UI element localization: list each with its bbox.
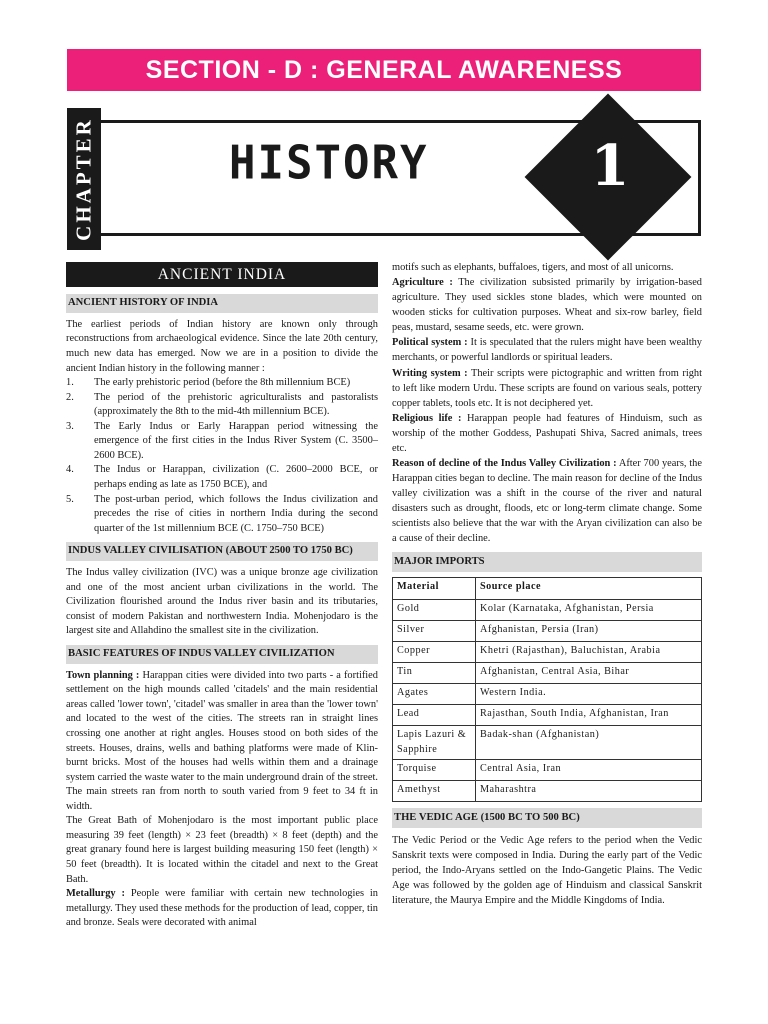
list-item: [66, 493, 378, 537]
great-bath-paragraph: The Great Bath of Mohenjodaro is the most important public place measuring 39 feet (length) × 23 feet (breadth) × 8 feet (depth) and the great granary found here is largest building measuring 150 feet (length) × 50 feet (breadth). It is located within the citadel and next to the Great Bath.: [66, 815, 378, 885]
town-planning-label: Town planning :: [66, 669, 140, 681]
decline-text: After 700 years, the Harappan cities began to decline. The main reason for decline of the Indus valley civilization was a shift in the course of the river and natural disasters such as drought, floods, etc or long-term climate change. Some scientists also believe that the war with the Aryan civilization can also be a cause of their decline.: [392, 458, 702, 545]
writing-label: Writing system :: [392, 367, 468, 379]
table-cell: Tin: [393, 662, 476, 683]
metallurgy-label: Metallurgy :: [66, 888, 125, 900]
table-cell: Rajasthan, South India, Afghanistan, Iran: [476, 704, 702, 725]
list-text: The early prehistoric period (before the 8th millennium BCE): [94, 377, 351, 389]
table-cell: Afghanistan, Central Asia, Bihar: [476, 662, 702, 683]
table-cell: Lead: [393, 704, 476, 725]
decline-label: Reason of decline of the Indus Valley Civilization :: [392, 458, 617, 470]
table-header: Source place: [476, 577, 702, 599]
table-row: [393, 599, 702, 620]
religious-paragraph: [392, 411, 702, 456]
table-cell: Lapis Lazuri & Sapphire: [393, 725, 476, 760]
metallurgy-paragraph: [66, 887, 378, 931]
table-cell: Torquise: [393, 760, 476, 781]
table-cell: Khetri (Rajasthan), Baluchistan, Arabia: [476, 641, 702, 662]
list-number: 3.: [66, 420, 74, 432]
table-row: [393, 662, 702, 683]
table-cell: Amethyst: [393, 781, 476, 802]
list-number: 1.: [66, 377, 74, 389]
decline-paragraph: [392, 456, 702, 546]
table-row: [393, 683, 702, 704]
list-text: The Indus or Harappan, civilization (C. 2600–2000 BCE, or perhaps ending as late as 1750 BCE), and: [94, 464, 378, 491]
subheading-ancient-history: ANCIENT HISTORY OF INDIA: [66, 294, 378, 313]
town-planning-paragraph: [66, 669, 378, 815]
continued-paragraph: motifs such as elephants, buffaloes, tigers, and most of all unicorns.: [392, 262, 674, 273]
religious-text: Harappan people had features of Hinduism, such as worship of the mother Goddess, Pashupati Shiva, Sacred animals, trees etc.: [392, 412, 702, 454]
table-row: [393, 781, 702, 802]
writing-text: Their scripts were pictographic and written from right to left like modern Urdu. These scripts are found on various seals, pottery copper tablets, tools etc. It is not deciphered yet.: [392, 367, 702, 409]
table-row: [393, 725, 702, 760]
list-item: [66, 420, 378, 464]
right-column: [392, 260, 702, 908]
subheading-major-imports: MAJOR IMPORTS: [392, 552, 702, 571]
agriculture-paragraph: [392, 275, 702, 335]
section-banner: SECTION - D : GENERAL AWARENESS: [67, 49, 701, 91]
table-cell: Kolar (Karnataka, Afghanistan, Persia: [476, 599, 702, 620]
table-cell: Badak-shan (Afghanistan): [476, 725, 702, 760]
list-item: [66, 463, 378, 492]
subheading-basic-features: BASIC FEATURES OF INDUS VALLEY CIVILIZATION: [66, 645, 378, 664]
agriculture-text: The civilization subsisted primarily by irrigation-based agriculture. They used sickles stone blades, which were mounted on wooden sticks for cultivation purposes. Wheat and six-row barley, field peas, mustard, sesame seeds, etc. were grown.: [392, 277, 702, 334]
table-cell: Silver: [393, 620, 476, 641]
table-row: [393, 620, 702, 641]
list-text: The period of the prehistoric agriculturalists and pastoralists (approximately the 8th to the mid-4th millennium BCE).: [94, 391, 378, 418]
subheading-vedic-age: THE VEDIC AGE (1500 BC TO 500 BC): [392, 808, 702, 827]
vedic-paragraph: The Vedic Period or the Vedic Age refers to the period when the Vedic Sanskrit texts were composed in India. During the early part of the Vedic period, the Indo-Aryans settled on the Indo-Gangetic Plains. The Vedic Age was followed by the golden age of Hinduism and classical Sanskrit literature, the Maurya Empire and the Middle Kingdoms of India.: [392, 834, 702, 907]
list-text: The post-urban period, which follows the Indus civilization and precedes the rise of cities in northern India during the second quarter of the 1st millennium BCE (C. 1750–750 BCE): [94, 493, 378, 534]
table-header: Material: [393, 577, 476, 599]
table-cell: Afghanistan, Persia (Iran): [476, 620, 702, 641]
imports-table: [392, 577, 702, 803]
religious-label: Religious life :: [392, 412, 462, 424]
writing-paragraph: [392, 366, 702, 411]
list-item: [66, 376, 378, 391]
table-cell: Agates: [393, 683, 476, 704]
left-column: [66, 262, 378, 931]
metallurgy-text: People were familiar with certain new technologies in metallurgy. They used these methods for the production of lead, copper, tin and bronze. Seals were decorated with animal: [66, 888, 378, 929]
list-number: 2.: [66, 391, 74, 403]
intro-paragraph: The earliest periods of Indian history are known only through reconstructions from archaeological evidence. Since the late 20th century, much new data has emerged. Now we are in a position to divide the ancient Indian history in the following manner :: [66, 318, 378, 374]
periods-list: [66, 376, 378, 536]
list-number: 5.: [66, 493, 74, 505]
table-cell: Gold: [393, 599, 476, 620]
political-text: It is speculated that the rulers might have been wealthy merchants, or powerful landlords or spiritual leaders.: [392, 337, 702, 364]
table-cell: Copper: [393, 641, 476, 662]
list-item: [66, 391, 378, 420]
table-cell: Maharashtra: [476, 781, 702, 802]
subheading-ivc: INDUS VALLEY CIVILISATION (ABOUT 2500 TO 1750 BC): [66, 542, 378, 561]
table-cell: Western India.: [476, 683, 702, 704]
table-row: [393, 704, 702, 725]
ancient-india-heading: ANCIENT INDIA: [66, 262, 378, 287]
political-paragraph: [392, 335, 702, 365]
chapter-number: 1: [590, 133, 630, 199]
table-cell: Central Asia, Iran: [476, 760, 702, 781]
political-label: Political system :: [392, 337, 468, 349]
list-text: The Early Indus or Early Harappan period witnessing the emergence of the first cities in the Indus River System (C. 3500–2600 BCE).: [94, 420, 378, 461]
table-row: [393, 760, 702, 781]
chapter-label: CHAPTER: [71, 117, 96, 241]
chapter-title: HISTORY: [229, 136, 429, 191]
table-header-row: [393, 577, 702, 599]
ivc-paragraph: The Indus valley civilization (IVC) was a unique bronze age civilization and one of the most ancient urban civilizations in the world. The Civilization flourished around the Indus river basin and its tributaries, consist of modern Pakistan and northwestern India. Mohenjodaro is the largest site and Allahdino the smallest site in the civilization.: [66, 567, 378, 637]
table-row: [393, 641, 702, 662]
agriculture-label: Agriculture :: [392, 277, 453, 289]
list-number: 4.: [66, 464, 74, 476]
town-planning-text: Harappan cities were divided into two parts - a fortified settlement on the high mounds called 'citadels' and the main residential areas called 'lower town', 'citadel' was smaller in area than the 'lower town' and located to the west of the cities. The streets ran in straight lines crossing one another at right angles. Houses stood on both sides of the streets. Houses, drains, wells and bathing platforms were made of Klin-burnt bricks. Most of the houses had wells within them and a drainage system carried the waste water to the main underground drain of the street. The main streets ran from north to south varied from 9 feet to 34 ft in width.: [66, 669, 378, 812]
